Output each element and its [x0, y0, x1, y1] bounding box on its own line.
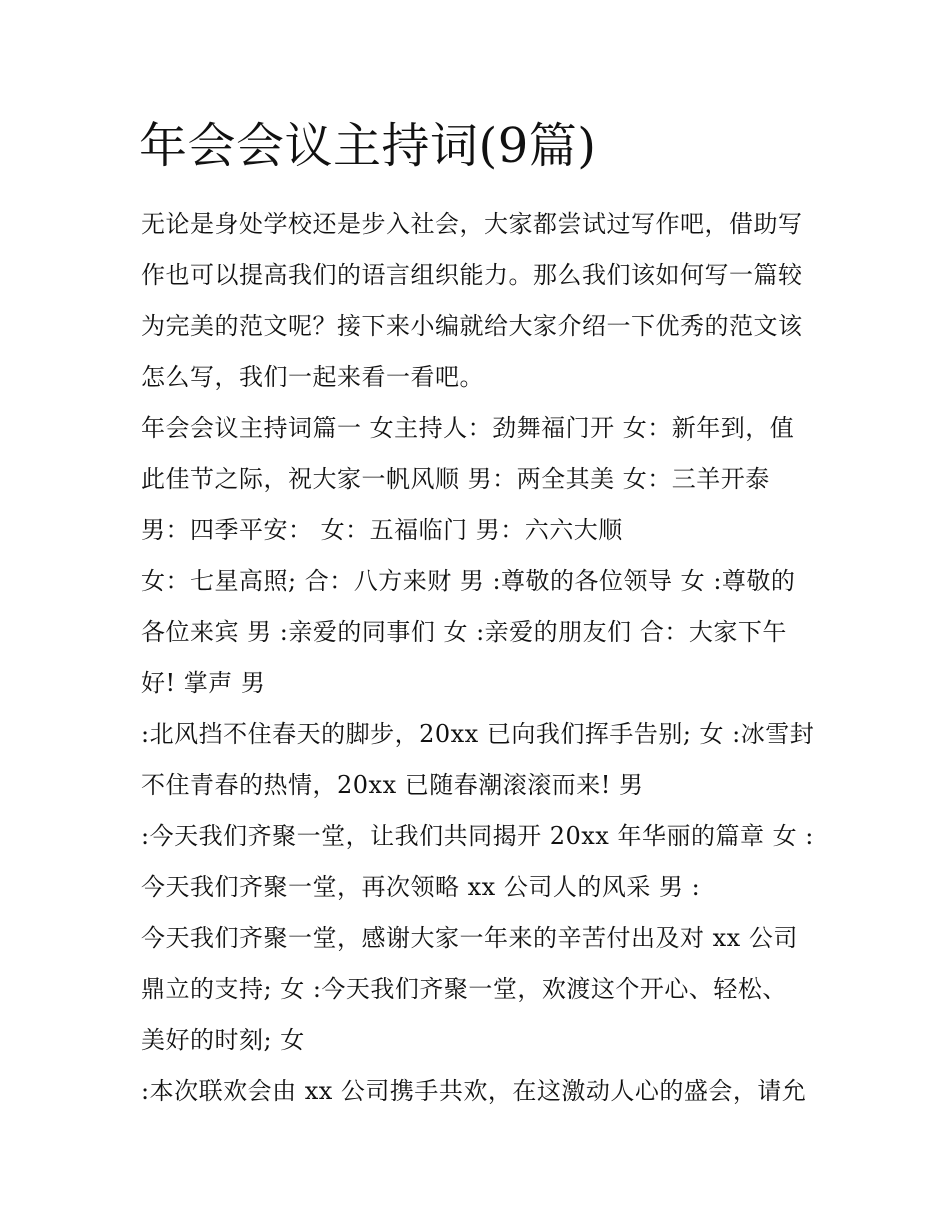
text-line: 今天我们齐聚一堂，再次领略 xx 公司人的风采 男 : — [141, 873, 701, 901]
document-body — [141, 199, 831, 1117]
text-line: 作也可以提高我们的语言组织能力。那么我们该如何写一篇较 — [141, 261, 803, 289]
text-line: 好! 掌声 男 — [141, 669, 266, 697]
text-line: 年会会议主持词篇一 女主持人：劲舞福门开 女：新年到，值 — [141, 414, 795, 442]
text-line: 女：七星高照; 合：八方来财 男 :尊敬的各位领导 女 :尊敬的 — [141, 567, 796, 595]
text-line: :今天我们齐聚一堂，让我们共同揭开 20xx 年华丽的篇章 女 : — [141, 822, 814, 850]
text-line: 怎么写，我们一起来看一看吧。 — [141, 363, 484, 391]
text-line: 此佳节之际，祝大家一帆风顺 男：两全其美 女：三羊开泰 — [141, 465, 770, 493]
document-title: 年会会议主持词(9篇) — [139, 118, 597, 174]
text-line: 不住青春的热情，20xx 已随春潮滚滚而来! 男 — [141, 771, 644, 799]
text-line: 男：四季平安： 女：五福临门 男：六六大顺 — [141, 516, 623, 544]
text-line: 为完美的范文呢？接下来小编就给大家介绍一下优秀的范文该 — [141, 312, 803, 340]
text-line: 今天我们齐聚一堂，感谢大家一年来的辛苦付出及对 xx 公司 — [141, 924, 798, 952]
text-line: 无论是身处学校还是步入社会，大家都尝试过写作吧，借助写 — [141, 210, 803, 238]
text-line: 美好的时刻; 女 — [141, 1026, 305, 1054]
text-line: 各位来宾 男 :亲爱的同事们 女 :亲爱的朋友们 合：大家下午 — [141, 618, 787, 646]
text-line: :本次联欢会由 xx 公司携手共欢，在这激动人心的盛会，请允 — [141, 1077, 807, 1105]
text-line: :北风挡不住春天的脚步，20xx 已向我们挥手告别; 女 :冰雪封 — [141, 720, 815, 748]
text-line: 鼎立的支持; 女 :今天我们齐聚一堂，欢渡这个开心、轻松、 — [141, 975, 787, 1003]
